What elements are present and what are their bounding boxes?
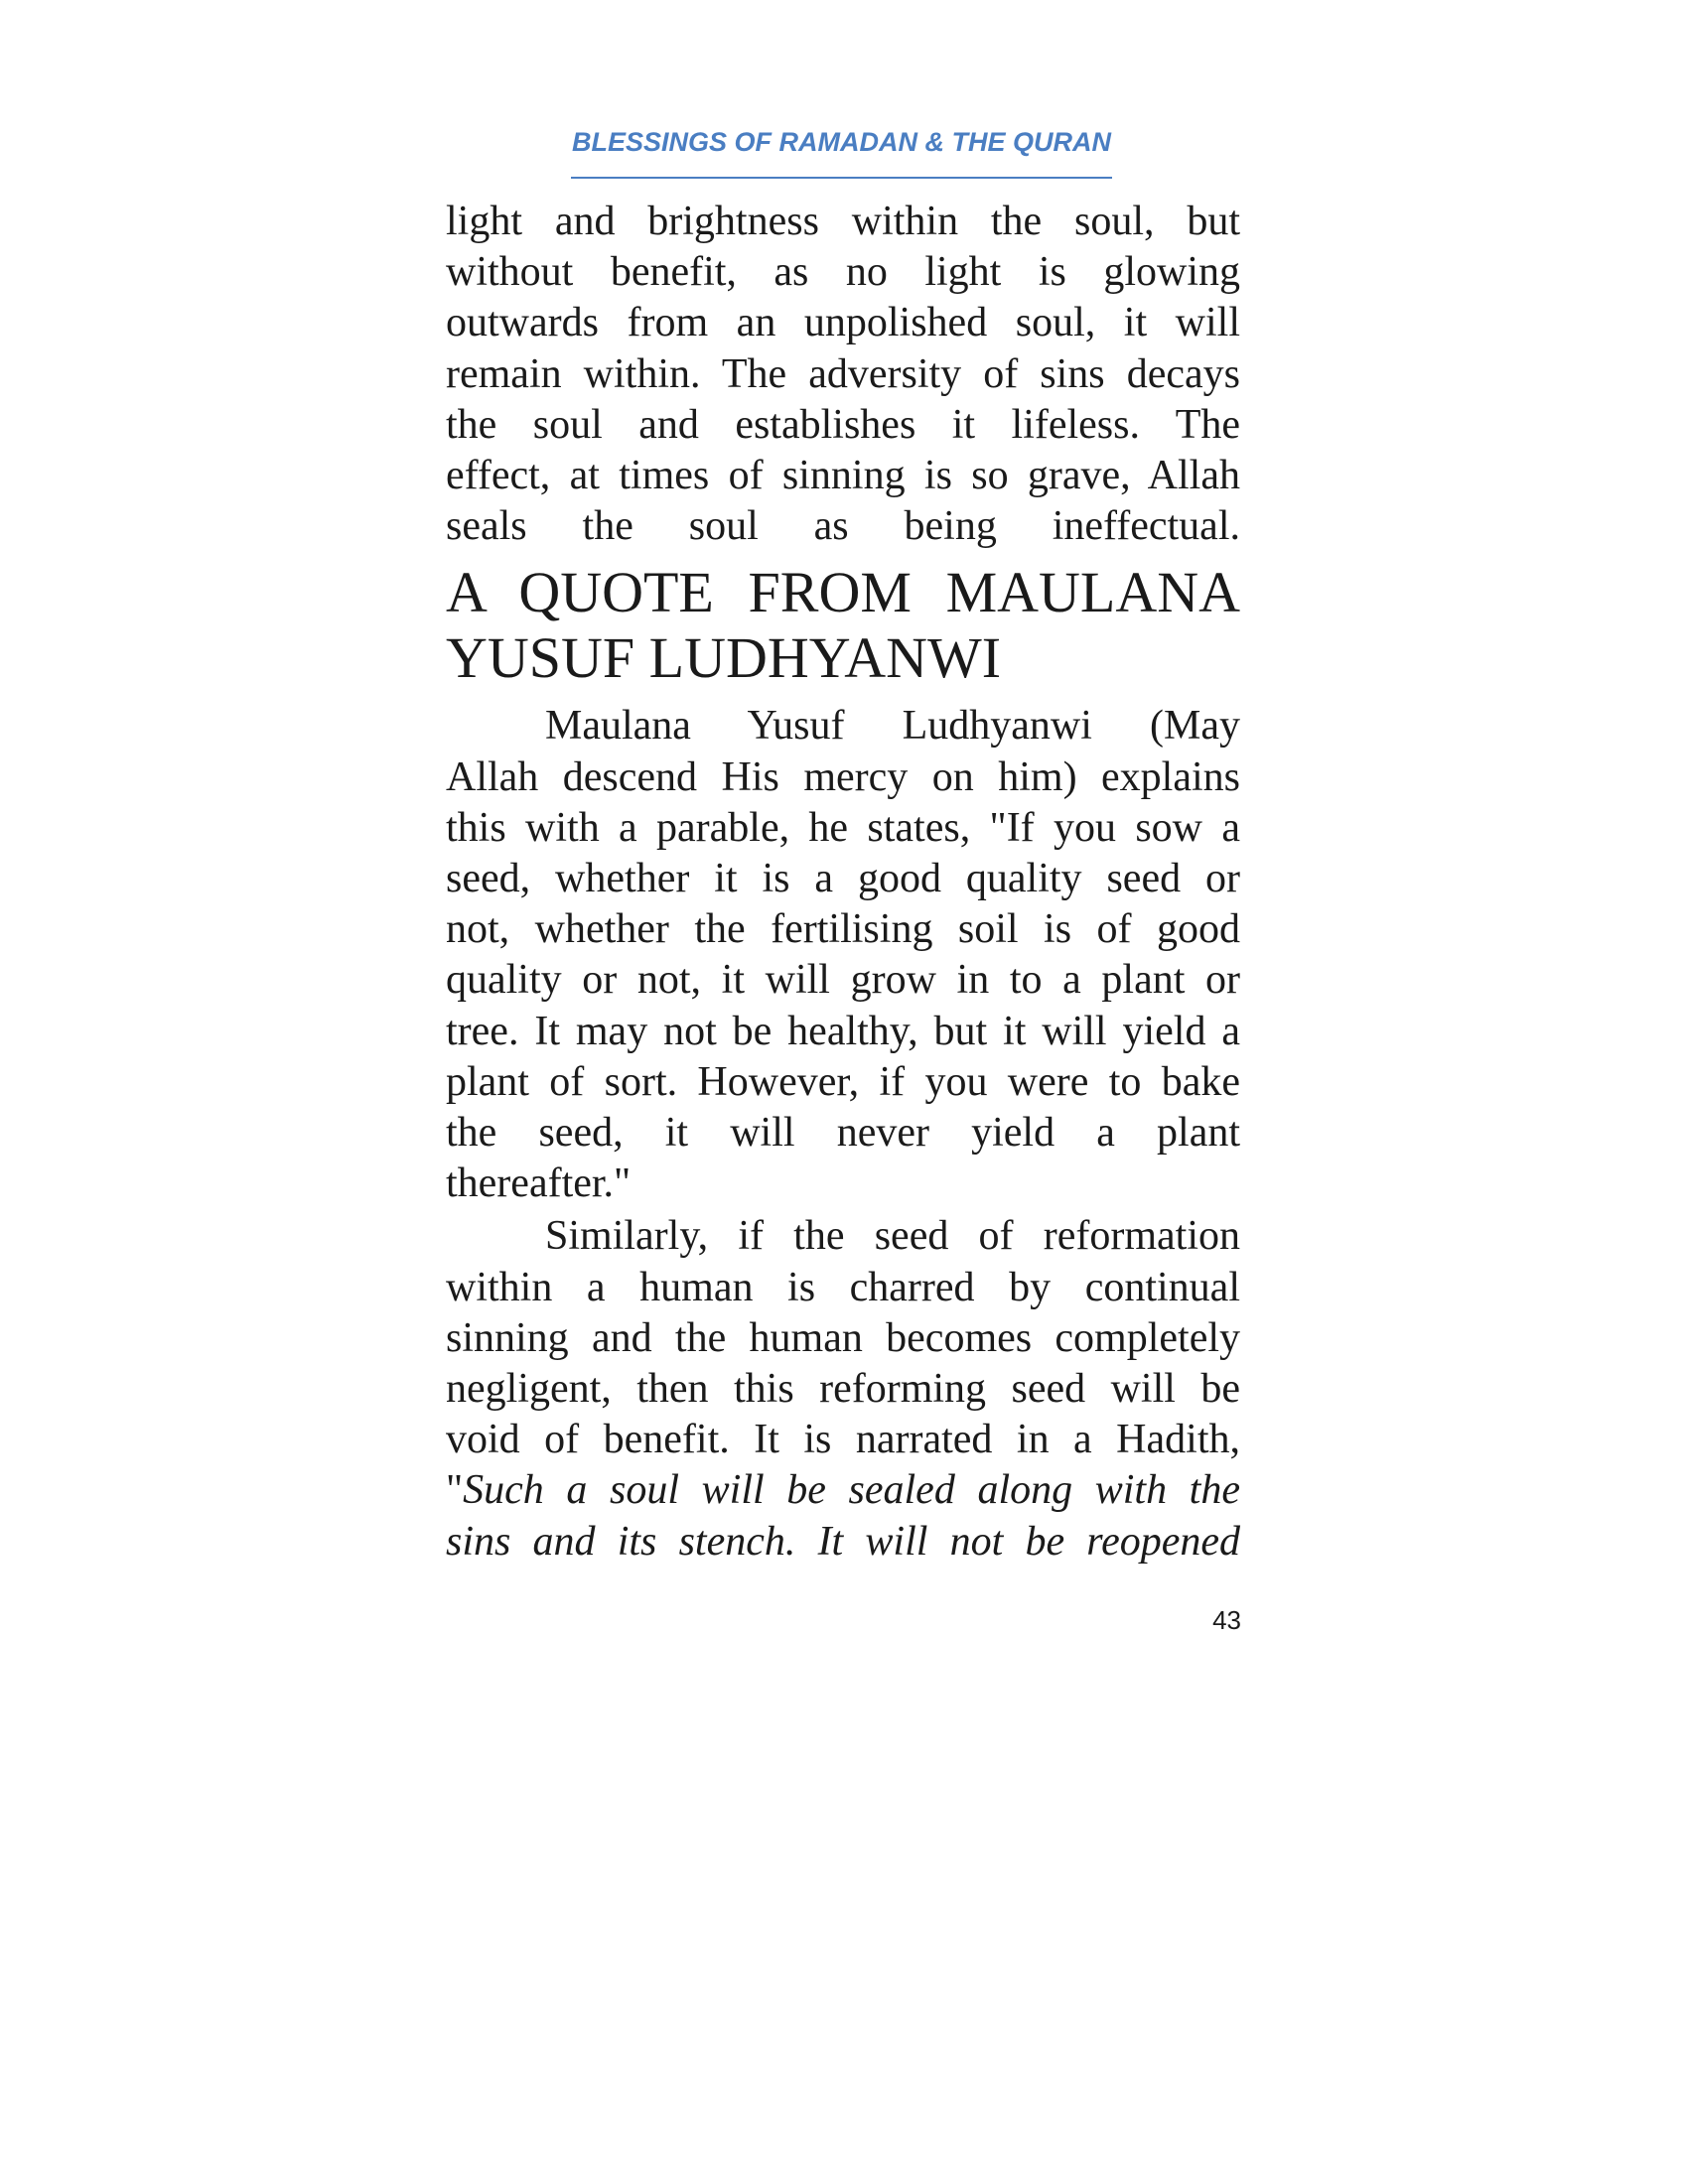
text-line: not, whether the fertilising soil is of good	[446, 906, 1240, 953]
paragraph-1	[446, 197, 1240, 552]
text-line: effect, at times of sinning is so grave, Allah	[446, 453, 1240, 499]
text-line: seed, whether it is a good quality seed or	[446, 856, 1240, 902]
text-line: light and brightness within the soul, but	[446, 199, 1240, 244]
section-heading	[446, 560, 1240, 691]
text-line: sinning and the human becomes completely	[446, 1314, 1240, 1361]
text-line: the seed, it will never yield a plant	[446, 1110, 1240, 1157]
text-line: this with a parable, he states, "If you sow a	[446, 804, 1240, 851]
quote-mark: "	[446, 1467, 464, 1514]
text-line: Maulana Yusuf Ludhyanwi (May	[545, 703, 1240, 750]
paragraph-2	[446, 701, 1240, 1209]
heading-line: A QUOTE FROM MAULANA	[446, 560, 1240, 625]
text-line: tree. It may not be healthy, but it will yield a	[446, 1008, 1240, 1054]
text-line: seals the soul as being ineffectual.	[446, 503, 1240, 550]
text-line: remain within. The adversity of sins decays	[446, 350, 1240, 397]
paragraph-3	[446, 1211, 1240, 1567]
text-line: quality or not, it will grow in to a plant or	[446, 957, 1240, 1004]
text-line: within a human is charred by continual	[446, 1264, 1240, 1310]
page-number: 43	[1212, 1605, 1241, 1635]
hadith-quote-line	[446, 1465, 1240, 1516]
page-body	[446, 197, 1240, 1568]
text-line: Allah descend His mercy on him) explains	[446, 753, 1240, 800]
heading-line: YUSUF LUDHYANWI	[446, 625, 1002, 691]
header-rule	[571, 177, 1112, 179]
hadith-quote-text: Such a soul will be sealed along with the	[463, 1467, 1240, 1514]
running-header: BLESSINGS OF RAMADAN & THE QURAN	[571, 127, 1111, 157]
text-line: without benefit, as no light is glowing	[446, 249, 1240, 296]
text-line: outwards from an unpolished soul, it will	[446, 300, 1240, 346]
text-line: negligent, then this reforming seed will be	[446, 1366, 1240, 1413]
text-line: Similarly, if the seed of reformation	[545, 1213, 1240, 1260]
hadith-quote-line: sins and its stench. It will not be reopened	[446, 1518, 1240, 1565]
text-line: the soul and establishes it lifeless. The	[446, 401, 1240, 448]
text-line: void of benefit. It is narrated in a Hadith,	[446, 1417, 1240, 1463]
text-line: thereafter."	[446, 1160, 632, 1207]
text-line: plant of sort. However, if you were to bake	[446, 1058, 1240, 1105]
